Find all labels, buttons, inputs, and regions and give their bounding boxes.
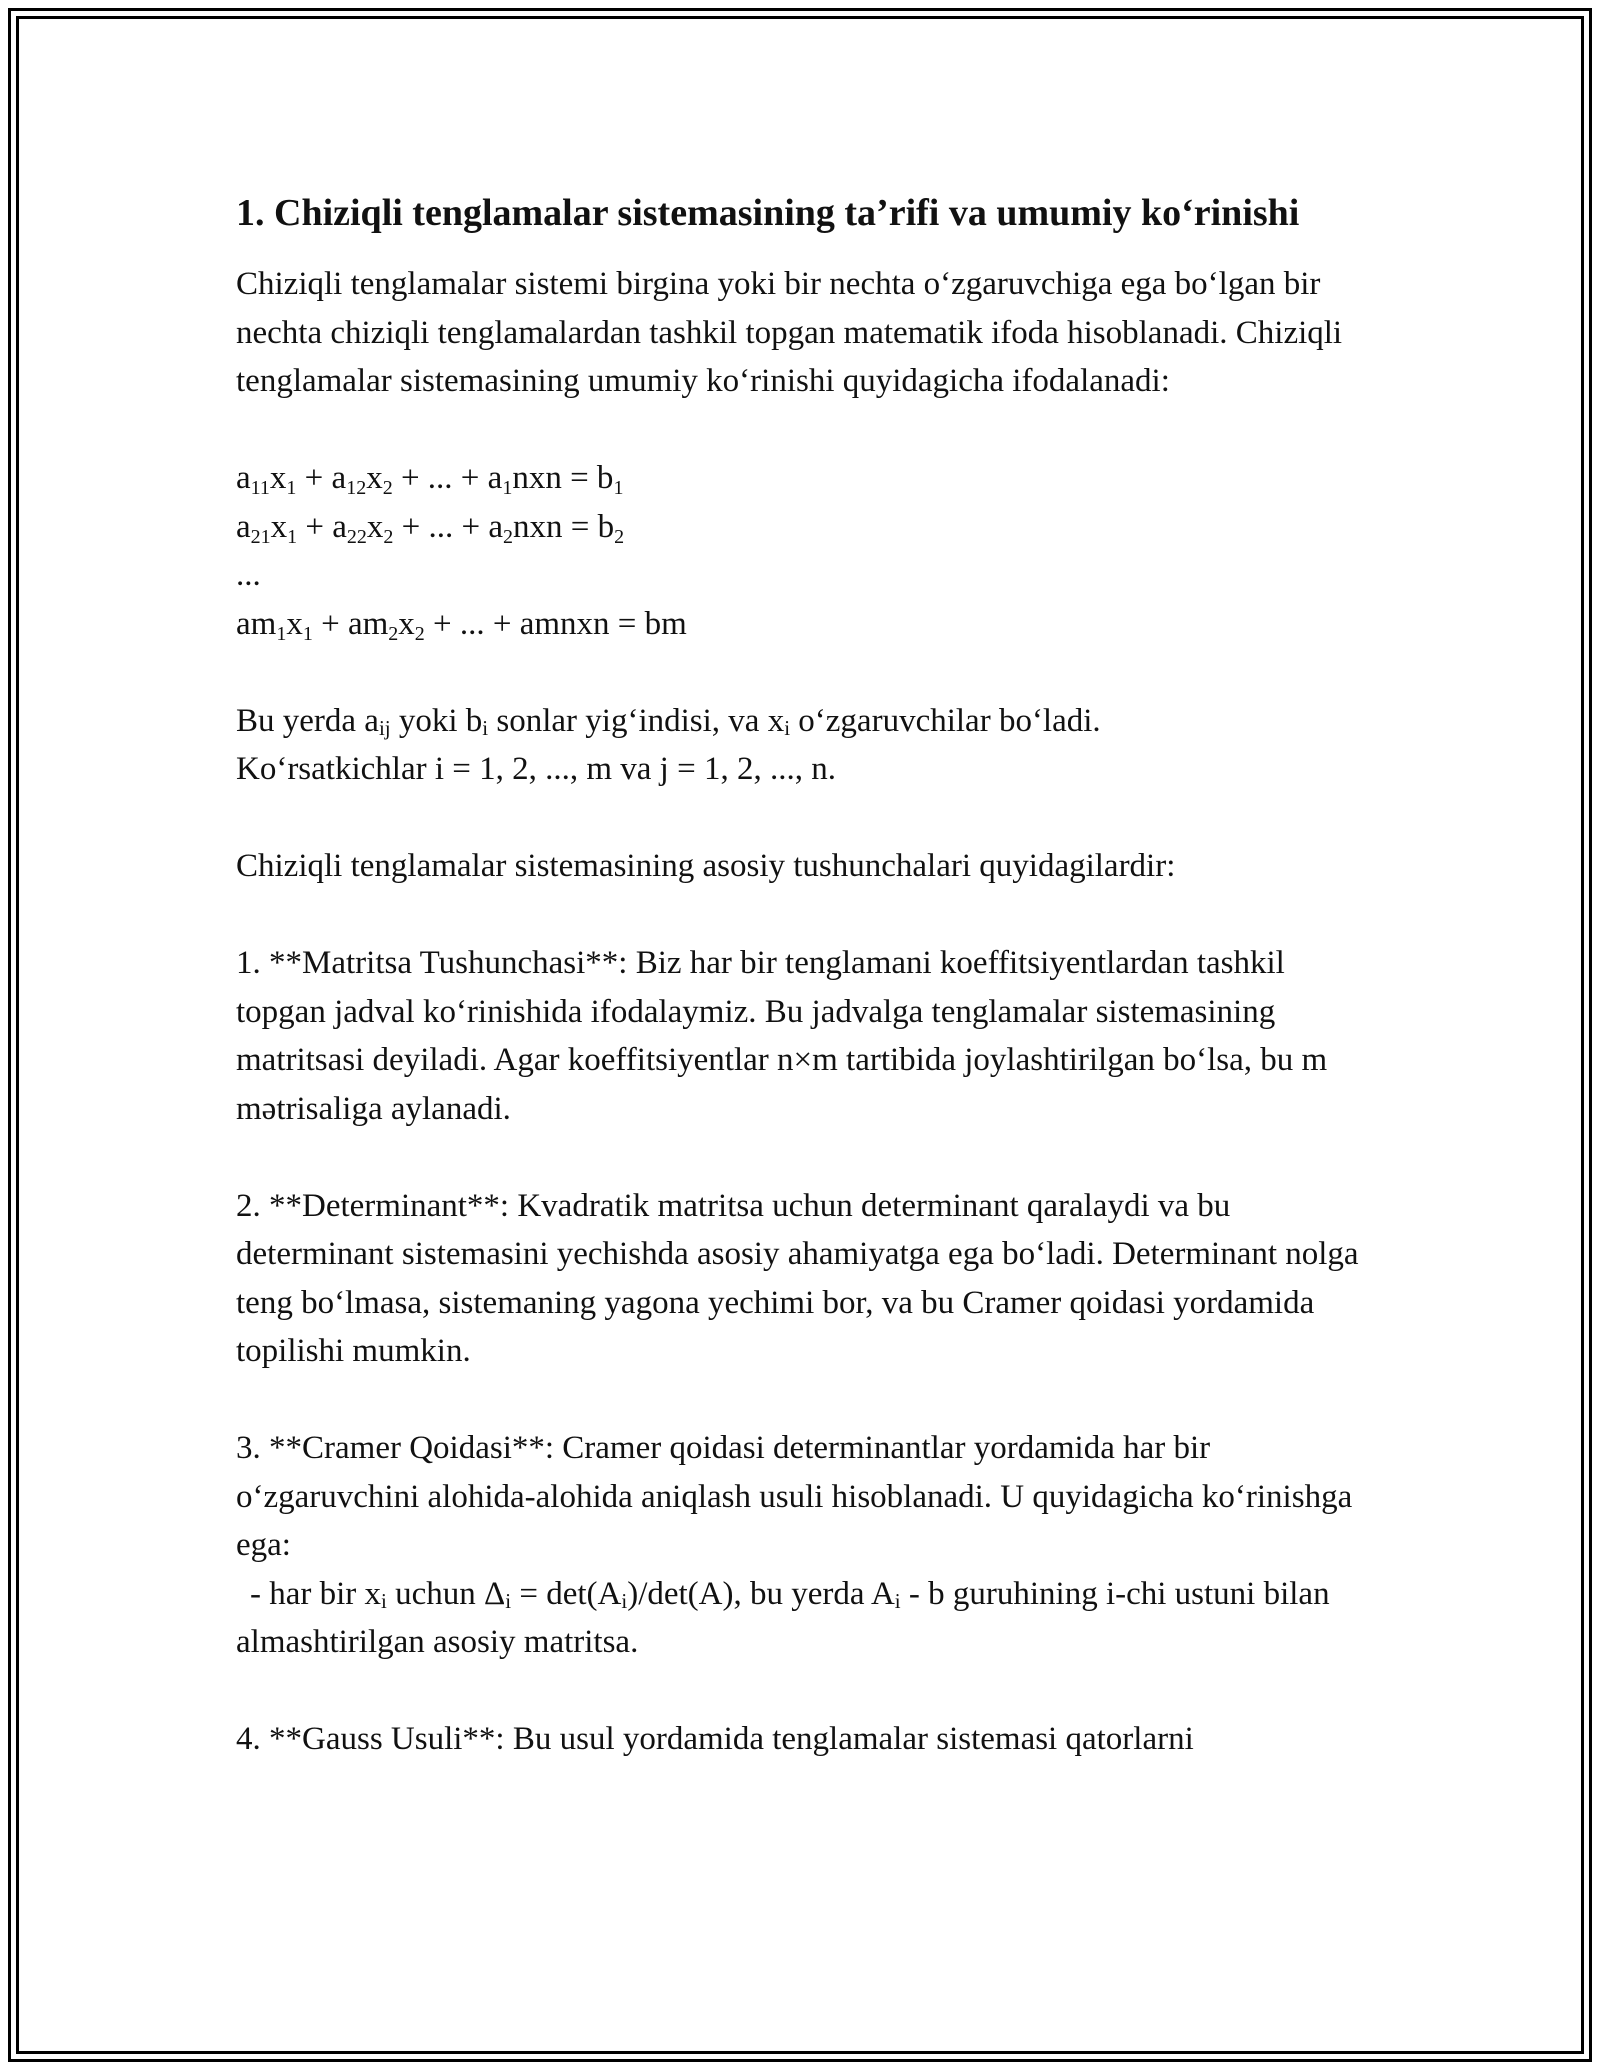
intro-paragraph: Chiziqli tenglamalar sistemi birgina yoki bir nechta o‘zgaruvchiga ega bo‘lgan bir nechta chiziqli tenglamalardan tashkil topgan matematik ifoda hisoblanadi. Chiziqli tenglamalar sistemasining umumiy ko‘rinishi quyidagicha ifodalanadi: bbox=[236, 266, 1343, 399]
document-body bbox=[236, 186, 1366, 1812]
section-heading: 1. Chiziqli tenglamalar sistemasining ta’rifi va umumiy ko‘rinishi bbox=[236, 192, 1300, 234]
list-item-gauss: 4. **Gauss Usuli**: Bu usul yordamida tenglamalar sistemasi qatorlarni bbox=[236, 1721, 1194, 1757]
equation-row-1: $a_{11}x_1 + a_{12}x_2$ + ... + $a_1nxn = b_1$ bbox=[236, 460, 624, 499]
equation-ellipsis: ... bbox=[236, 557, 261, 593]
explanation-paragraph: Bu yerda aij yoki bi sonlar yig‘indisi, va xi o‘zgaruvchilar bo‘ladi. Ko‘rsatkichlar i = 1, 2, ..., m va j = 1, 2, ..., n. bbox=[236, 702, 1101, 787]
concepts-intro: Chiziqli tenglamalar sistemasining asosiy tushunchalari quyidagilardir: bbox=[236, 848, 1176, 884]
equation-system bbox=[236, 454, 1366, 648]
equation-row-m: $am_1x_1 + am_2x_2$ + ... + amnxn = bm bbox=[236, 605, 687, 645]
list-item-determinant: 2. **Determinant**: Kvadratik matritsa uchun determinant qaralaydi va bu determinant sistemasini yechishda asosiy ahamiyatga ega bo‘ladi. Determinant nolga teng bo‘lmasa, sistemaning yagona yechimi bor, va bu Cramer qoidasi yordamida topilishi mumkin. bbox=[236, 1187, 1359, 1369]
list-item-cramer: 3. **Cramer Qoidasi**: Cramer qoidasi determinantlar yordamida har bir o‘zgaruvchini alohida-alohida aniqlash usuli hisoblanadi. U quyidagicha ko‘rinishga ega: - har bir xi uchun Δi = det(Ai)/det(A), bu yerda Ai - b guruhining i-chi ustuni bilan almashtirilgan asosiy matritsa. bbox=[236, 1430, 1353, 1660]
list-item-matrix: 1. **Matritsa Tushunchasi**: Biz har bir tenglamani koeffitsiyentlardan tashkil topgan jadval ko‘rinishida ifodalaymiz. Bu jadvalga tenglamalar sistemasining matritsasi deyiladi. Agar koeffitsiyentlar n×m tartibida joylashtirilgan bo‘lsa, bu m mətrisaliga aylanadi. bbox=[236, 945, 1328, 1127]
equation-row-2: $a_{21}x_1 + a_{22}x_2$ + ... + $a_2nxn = b_2$ bbox=[236, 508, 625, 548]
